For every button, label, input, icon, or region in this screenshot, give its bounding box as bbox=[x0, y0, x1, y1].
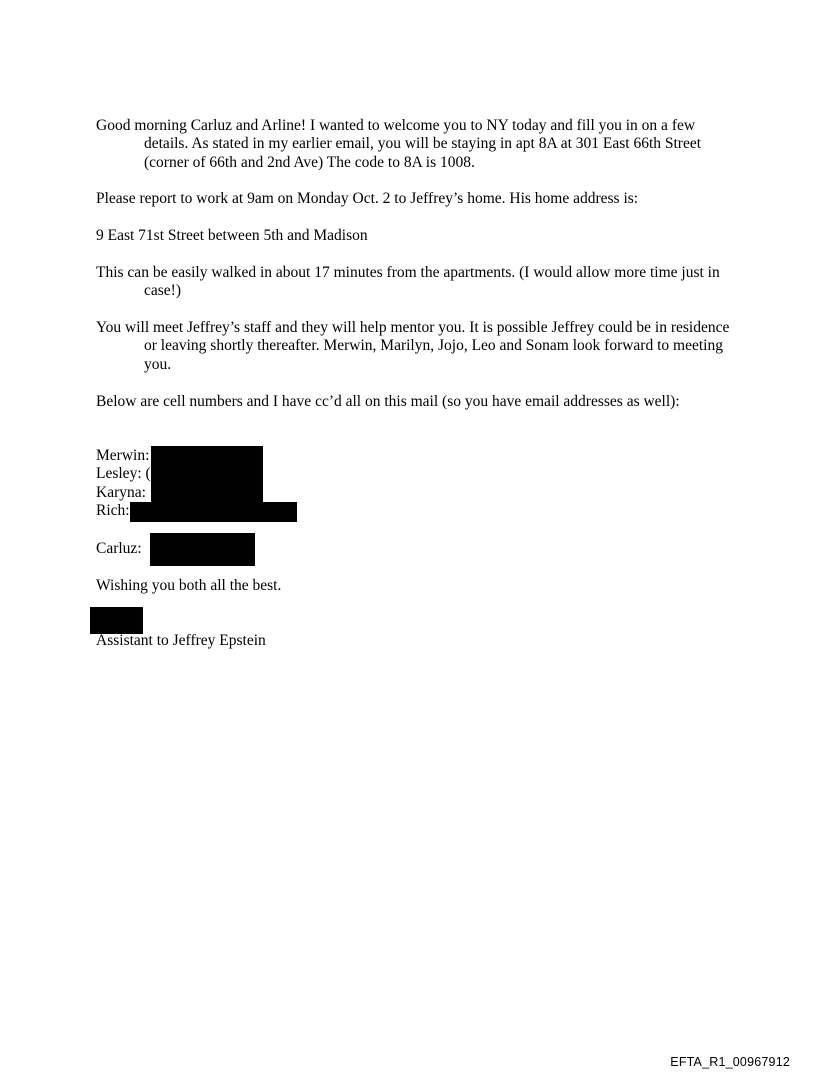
redaction-block-rich-phone bbox=[130, 502, 297, 522]
carluz-label: Carluz: bbox=[96, 540, 142, 557]
redaction-block-signature-name bbox=[90, 607, 143, 634]
signature-title: Assistant to Jeffrey Epstein bbox=[96, 632, 266, 649]
redaction-block-phones bbox=[151, 446, 263, 502]
cell-numbers-paragraph: Below are cell numbers and I have cc’d all on this mail (so you have email addresses as well): bbox=[96, 393, 680, 410]
contact-label-rich: Rich: bbox=[96, 501, 130, 519]
redaction-block-carluz-phone bbox=[150, 533, 255, 566]
contact-label-lesley: Lesley: ( bbox=[96, 465, 151, 483]
closing-line: Wishing you both all the best. bbox=[96, 577, 282, 594]
contact-line-karyna bbox=[96, 484, 151, 502]
contact-label-karyna: Karyna: bbox=[96, 483, 146, 501]
contact-line-merwin bbox=[96, 447, 151, 465]
address-line: 9 East 71st Street between 5th and Madison bbox=[96, 227, 368, 244]
document-id: EFTA_R1_00967912 bbox=[670, 1055, 790, 1069]
report-paragraph: Please report to work at 9am on Monday Oct. 2 to Jeffrey’s home. His home address is: bbox=[96, 190, 639, 207]
greeting-paragraph: Good morning Carluz and Arline! I wanted to welcome you to NY today and fill you in on a few details. As stated in my earlier email, you will be staying in apt 8A at 301 East 66th Street (corner of 66th and 2nd Ave) The code to 8A is 1008. bbox=[96, 117, 702, 171]
contact-label-merwin: Merwin: bbox=[96, 447, 150, 464]
contact-line-lesley bbox=[96, 465, 151, 483]
staff-paragraph: You will meet Jeffrey’s staff and they will help mentor you. It is possible Jeffrey could be in residence or leaving shortly thereafter. Merwin, Marilyn, Jojo, Leo and Sonam look forward to meeting you. bbox=[96, 319, 730, 373]
walk-paragraph: This can be easily walked in about 17 minutes from the apartments. (I would allow more time just in case!) bbox=[96, 264, 720, 300]
